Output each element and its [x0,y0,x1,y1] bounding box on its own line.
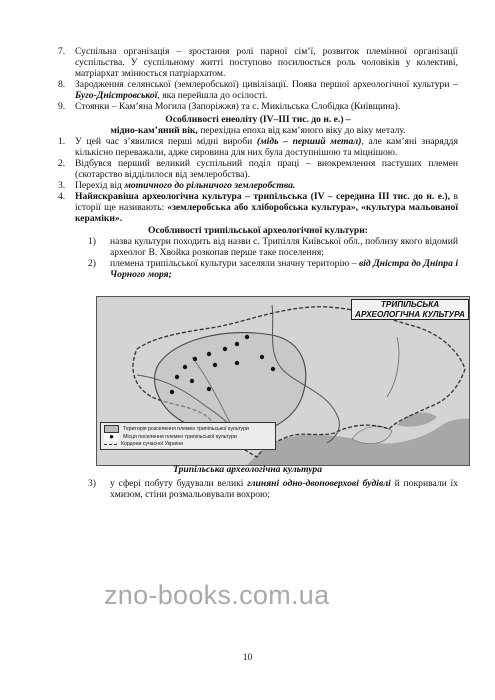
trypillia-heading: Особливості трипільської археологічної культури: [148,224,368,236]
eneolit-subheading: мідно-кам’яний вік, перехідна епоха від кам’яного віку до віку металу. [110,124,406,136]
list-item: 3. Перехід від мотичного до рільничого землеробства. [58,180,296,192]
list-item: 3) у сфері побуту будували великі глиняні одно-двоповерхові будівлі й покривали їх хмизом, стіни розмальовували вохрою; [88,478,458,501]
legend-item: Кордони сучасної України [104,441,272,447]
list-item: 4. Найяскравіша археологічна культура – трипільська (IV – середина III тис. до н. е.), в історії ще називають: «землеробська або хліборобська культура», «культура мальованої кераміки». [58,191,458,225]
list-item: 2. Відбувся перший великий суспільний поділ праці – виокремлення пастуших племен (скотарство відділилося від землеробства). [58,157,458,181]
watermark: zno-books.com.ua [104,580,330,610]
list-item: 1) назва культури походить від назви с. Трипілля Київської обл., поблизу якого відомий археолог В. Хвойка розкопав перше таке поселення; [88,235,458,258]
list-item: 2) племена трипільської культури заселяли значну територію – від Дністра до Дніпра і Чорного моря; [88,257,458,280]
eneolit-heading: Особливості енеоліту (IV–III тис. до н. е.) – [165,113,351,125]
list-continued [58,478,458,500]
list-item: 7. Суспільна організація – зростання ролі парної сім’ї, розвиток племінної організації суспільства. У суспільному житті поступово посилюється роль чоловіків у колективі, матріархат змінюється патріархатом. [58,46,458,80]
list-item: 8. Зародження селянської (землеробської) цивілізації. Поява першої археологічної культури – Бугo-Дністровської, яка перейшла до осілості. [58,79,458,102]
legend-border-swatch [104,444,117,445]
list-item: 1. У цей час з’явилися перші мідні вироби (мідь – перший метал), але кам’яні знаряддя кількісно переважали, адже сировина для них була доступнішою та міцнішою. [58,135,458,158]
map-caption: Трипільська археологічна культура [172,464,323,475]
list-item-text: Суспільна організація – зростання ролі парної сім’ї, розвиток племінної організації суспільства. У суспільному житті поступово посилюється роль чоловіків у колективі, матріархат змінюється патріархатом. [75,46,458,80]
list-item: 9. Стоянки – Кам’яна Могила (Запоріжжя) та с. Микільська Слобідка (Київщина). [58,101,401,113]
map-title: ТРИПІЛЬСЬКА АРХЕОЛОГІЧНА КУЛЬТУРА [351,299,469,320]
map-legend [100,422,276,450]
page-number: 10 [242,652,253,663]
legend-item: Територія розселення племен трипільської культури [104,425,272,433]
trypillia-map [96,296,470,466]
legend-dot-icon: ● [104,433,119,441]
legend-item: ● Місця поселення племен трипільської культури [104,433,272,441]
list-societal [58,46,458,280]
